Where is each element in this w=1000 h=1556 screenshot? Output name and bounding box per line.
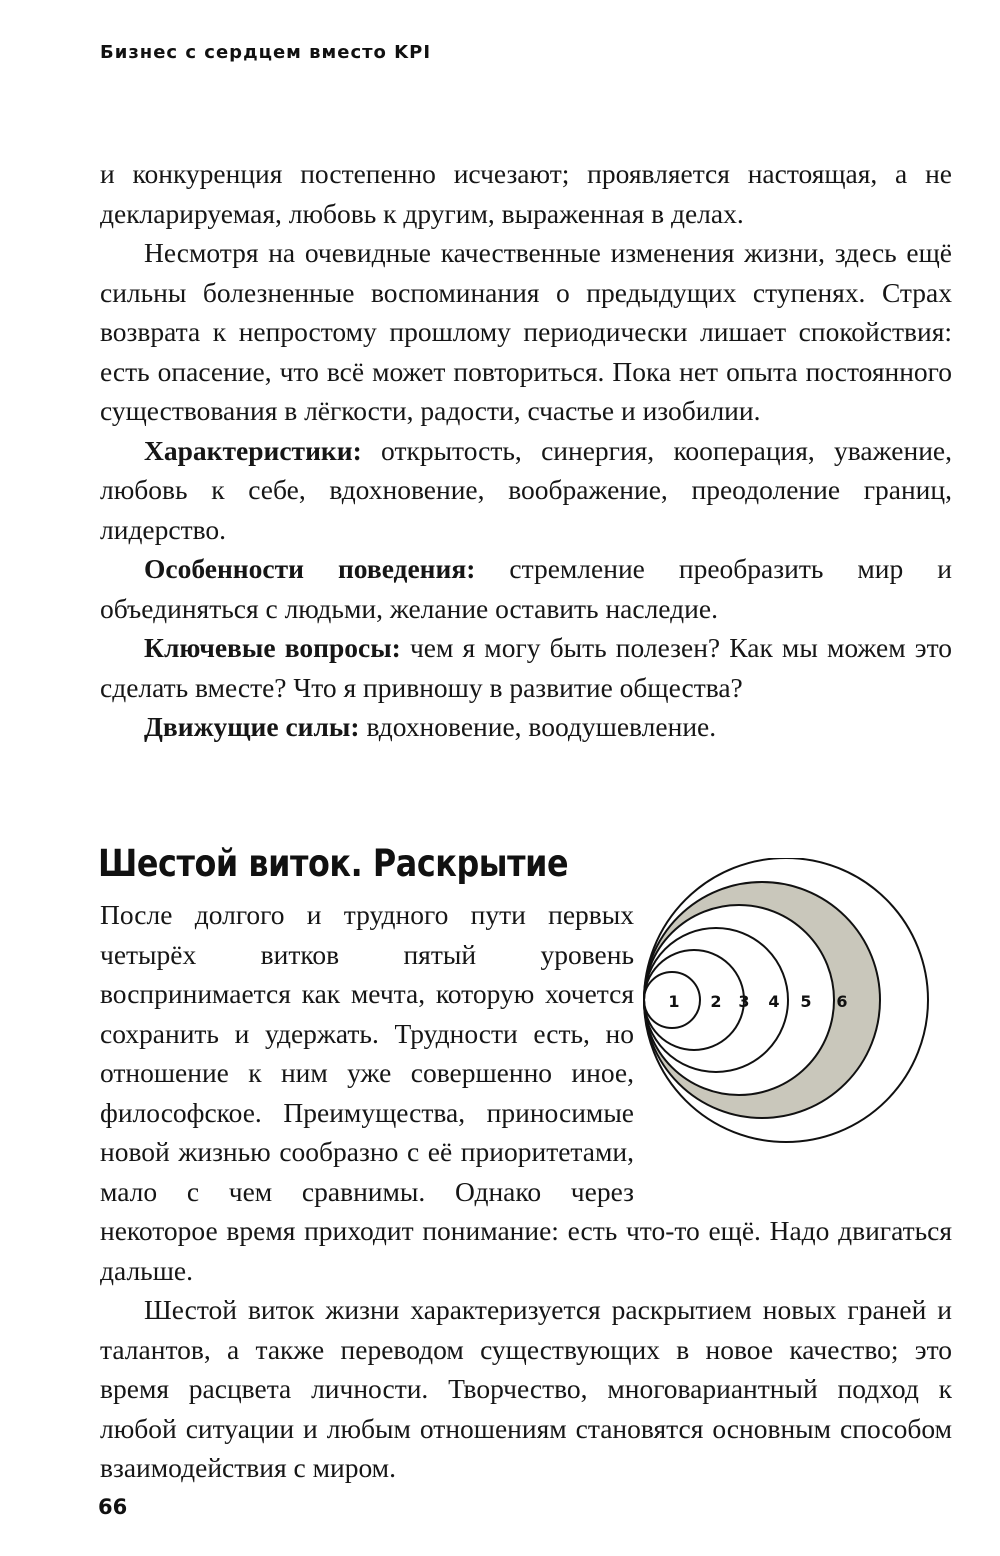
level-label-5: 5 (800, 992, 812, 1011)
section-title: Шестой виток. Раскрытие (98, 842, 569, 885)
characteristics-paragraph (100, 431, 952, 550)
section-paragraph-2: Шестой виток жизни характеризуется раскрытием новых граней и талантов, а также переводом существующих в новое качество; это время расцвета личности. Творчество, многовариантный подход к любой ситуации и любым отношениям становятся основным способом взаимодействия с миром. (100, 1294, 952, 1483)
page-number: 66 (98, 1495, 128, 1519)
level-label-4: 4 (768, 992, 780, 1011)
characteristics-text: открытость, синергия, кооперация, уважение, любовь к себе, вдохновение, воображение, преодоление границ, лидерство. (100, 434, 952, 545)
section-text-block (100, 895, 952, 1488)
level-label-2: 2 (710, 992, 722, 1011)
figure-float-space (634, 895, 952, 1177)
characteristics-label: Характеристики: (144, 434, 362, 466)
questions-label: Ключевые вопросы: (144, 632, 401, 663)
level-label-6: 6 (836, 992, 848, 1011)
forces-paragraph (100, 707, 952, 747)
forces-text: вдохновение, воодушевление. (359, 711, 717, 742)
questions-text: чем я могу быть полезен? Как мы можем это сделать вместе? Что я привношу в развитие общества? (100, 632, 952, 703)
running-head: Бизнес с сердцем вместо KPI (100, 42, 432, 63)
level-label-1: 1 (668, 992, 680, 1011)
top-text-block (100, 154, 952, 747)
forces-label: Движущие силы: (144, 711, 360, 742)
behavior-label: Особенности поведения: (144, 553, 476, 584)
behavior-text: стремление преобразить мир и объединяться с людьми, желание оставить наследие. (100, 553, 952, 624)
section-paragraph-1: После долгого и трудного пути первых четырёх витков пятый уровень воспринимается как мечта, которую хочется сохранить и удержать. Трудности есть, но отношение к ним уже совершенно иное, философское. Преимущества, приносимые новой жизнью сообразно с её приоритетами, мало с чем сравнимы. Однако через некоторое время приходит понимание: есть что-то ещё. Надо двигаться дальше. (100, 899, 952, 1286)
questions-paragraph (100, 628, 952, 707)
continuation-paragraph: и конкуренция постепенно исчезают; проявляется настоящая, а не декларируемая, любовь к другим, выраженная в делах. (100, 158, 952, 229)
behavior-paragraph (100, 549, 952, 628)
level-label-3: 3 (738, 992, 750, 1011)
memories-paragraph: Несмотря на очевидные качественные изменения жизни, здесь ещё сильны болезненные воспоминания о предыдущих ступенях. Страх возврата к непростому прошлому периодически лишает спокойствия: есть опасение, что всё может повториться. Пока нет опыта постоянного существования в лёгкости, радости, счастье и изобилии. (100, 237, 952, 426)
